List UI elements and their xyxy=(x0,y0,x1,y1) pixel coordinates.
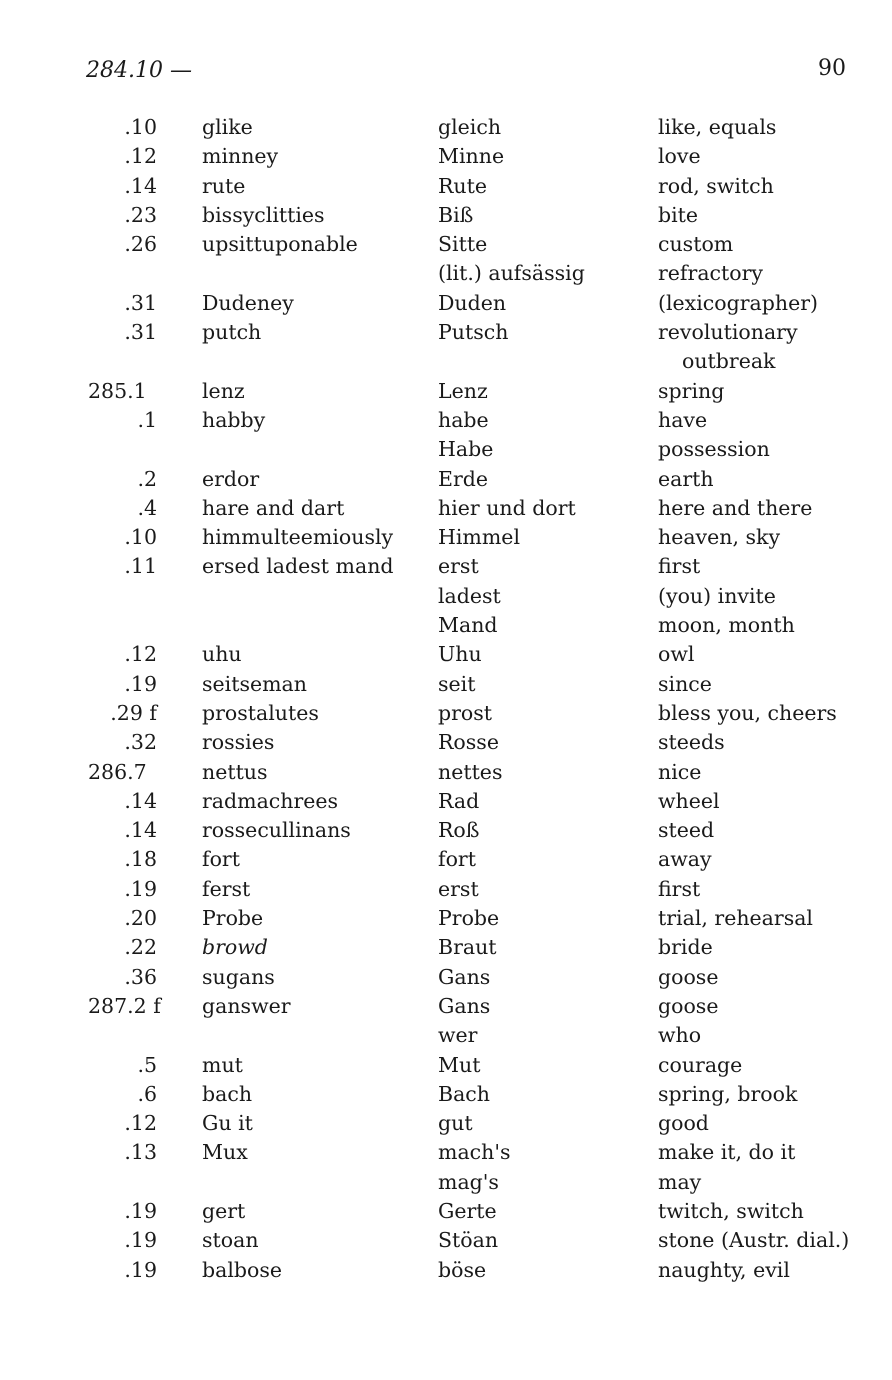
source-word: habby xyxy=(202,407,266,432)
german-word: gut xyxy=(438,1111,473,1136)
english-gloss: (lexicographer) xyxy=(658,290,819,315)
english-gloss: (you) invite xyxy=(658,583,776,608)
glossary-row xyxy=(0,1256,892,1285)
german-word: (lit.) aufsässig xyxy=(438,261,585,286)
german-word: Probe xyxy=(438,906,500,931)
source-word: rossecullinans xyxy=(202,818,351,843)
entry-reference: .4 xyxy=(137,495,157,520)
english-gloss: goose xyxy=(658,964,719,989)
german-word: Roß xyxy=(438,818,480,843)
german-word: Rad xyxy=(438,788,480,813)
glossary-row xyxy=(0,670,892,699)
english-gloss: custom xyxy=(658,232,734,257)
glossary-row xyxy=(0,611,892,640)
german-word: Putsch xyxy=(438,320,509,345)
source-word: Mux xyxy=(202,1140,248,1165)
english-gloss: twitch, switch xyxy=(658,1198,804,1223)
english-gloss: nice xyxy=(658,759,702,784)
german-word: Bach xyxy=(438,1081,490,1106)
entry-reference: .12 xyxy=(124,1111,157,1136)
german-word: gleich xyxy=(438,115,502,139)
english-gloss: rod, switch xyxy=(658,173,774,198)
english-gloss: moon, month xyxy=(658,613,795,638)
entry-reference: .26 xyxy=(124,232,157,257)
english-gloss: make it, do it xyxy=(658,1140,796,1165)
entry-reference: .36 xyxy=(124,964,157,989)
english-gloss: first xyxy=(658,876,701,901)
glossary-row xyxy=(0,699,892,728)
english-gloss: refractory xyxy=(658,261,763,286)
german-word: mach's xyxy=(438,1140,511,1165)
entry-reference: .19 xyxy=(124,671,157,696)
glossary-row xyxy=(0,816,892,845)
glossary-row xyxy=(0,845,892,874)
german-word: erst xyxy=(438,876,479,901)
german-word: Erde xyxy=(438,466,489,491)
glossary-row xyxy=(0,435,892,464)
entry-reference: .14 xyxy=(124,818,157,843)
glossary-row xyxy=(0,1109,892,1138)
source-word: fort xyxy=(202,847,240,872)
german-word: Gans xyxy=(438,964,491,989)
entry-reference: .12 xyxy=(124,144,157,169)
english-gloss: bless you, cheers xyxy=(658,700,837,725)
glossary-row xyxy=(0,113,892,142)
english-gloss: may xyxy=(658,1169,702,1194)
english-gloss: stone (Austr. dial.) xyxy=(658,1228,850,1253)
entry-reference: .13 xyxy=(124,1140,157,1165)
glossary-row xyxy=(0,1021,892,1050)
english-gloss: away xyxy=(658,847,712,872)
english-gloss: bite xyxy=(658,202,699,227)
glossary-row xyxy=(0,640,892,669)
entry-reference: .14 xyxy=(124,788,157,813)
english-gloss: trial, rehearsal xyxy=(658,906,813,931)
german-word: Habe xyxy=(438,437,494,462)
english-gloss: revolutionary xyxy=(658,320,798,345)
glossary-row xyxy=(0,963,892,992)
english-gloss: earth xyxy=(658,466,714,491)
glossary-row xyxy=(0,142,892,171)
source-word: bach xyxy=(202,1081,253,1106)
german-word: Braut xyxy=(438,935,497,960)
english-gloss: who xyxy=(658,1023,702,1048)
entry-reference: .19 xyxy=(124,1228,157,1253)
glossary-row xyxy=(0,377,892,406)
german-word: Rosse xyxy=(438,730,499,755)
english-gloss: goose xyxy=(658,993,719,1018)
german-word: Rute xyxy=(438,173,488,198)
english-gloss: like, equals xyxy=(658,115,777,139)
source-word: Probe xyxy=(202,906,264,931)
glossary-row xyxy=(0,1226,892,1255)
source-word: lenz xyxy=(202,378,245,403)
german-word: Biß xyxy=(438,202,474,227)
glossary-row xyxy=(0,494,892,523)
english-gloss: steeds xyxy=(658,730,725,755)
entry-reference: .10 xyxy=(124,525,157,550)
entry-reference: .6 xyxy=(137,1081,157,1106)
german-word: Uhu xyxy=(438,642,482,667)
german-word: Gans xyxy=(438,993,491,1018)
glossary-row xyxy=(0,230,892,259)
glossary-row xyxy=(0,1080,892,1109)
english-gloss: outbreak xyxy=(682,349,776,374)
german-word: Lenz xyxy=(438,378,488,403)
english-gloss: spring xyxy=(658,378,725,403)
english-gloss: possession xyxy=(658,437,770,462)
entry-reference: .31 xyxy=(124,320,157,345)
entry-reference: 285.1 xyxy=(88,378,147,403)
glossary-row xyxy=(0,758,892,787)
entry-reference: .12 xyxy=(124,642,157,667)
german-word: mag's xyxy=(438,1169,499,1194)
source-word: ganswer xyxy=(202,993,291,1018)
glossary-table xyxy=(0,113,892,1285)
glossary-row xyxy=(0,318,892,347)
german-word: Gerte xyxy=(438,1198,497,1223)
english-gloss: steed xyxy=(658,818,715,843)
german-word: hier und dort xyxy=(438,495,576,520)
source-word: minney xyxy=(202,144,279,169)
source-word: sugans xyxy=(202,964,275,989)
glossary-row xyxy=(0,406,892,435)
source-word: prostalutes xyxy=(202,700,319,725)
english-gloss: here and there xyxy=(658,495,813,520)
glossary-row xyxy=(0,904,892,933)
source-word: seitseman xyxy=(202,671,307,696)
source-word: stoan xyxy=(202,1228,259,1253)
glossary-row xyxy=(0,347,892,376)
english-gloss: first xyxy=(658,554,701,579)
entry-reference: .22 xyxy=(124,935,157,960)
running-header-reference: 284.10 — xyxy=(86,58,192,83)
glossary-row xyxy=(0,933,892,962)
glossary-row xyxy=(0,1168,892,1197)
german-word: nettes xyxy=(438,759,503,784)
german-word: habe xyxy=(438,407,489,432)
english-gloss: wheel xyxy=(658,788,720,813)
german-word: Duden xyxy=(438,290,507,315)
entry-reference: .14 xyxy=(124,173,157,198)
german-word: Stöan xyxy=(438,1228,499,1253)
german-word: wer xyxy=(438,1023,478,1048)
german-word: erst xyxy=(438,554,479,579)
glossary-row xyxy=(0,1197,892,1226)
entry-reference: .20 xyxy=(124,906,157,931)
source-word: nettus xyxy=(202,759,268,784)
glossary-row xyxy=(0,728,892,757)
english-gloss: have xyxy=(658,407,708,432)
entry-reference: .29 f xyxy=(110,700,157,725)
glossary-row xyxy=(0,1051,892,1080)
german-word: Mut xyxy=(438,1052,481,1077)
entry-reference: .19 xyxy=(124,1198,157,1223)
source-word: hare and dart xyxy=(202,495,345,520)
entry-reference: .19 xyxy=(124,876,157,901)
glossary-row xyxy=(0,582,892,611)
english-gloss: courage xyxy=(658,1052,743,1077)
entry-reference: .11 xyxy=(124,554,157,579)
source-word: radmachrees xyxy=(202,788,339,813)
entry-reference: .23 xyxy=(124,202,157,227)
glossary-row xyxy=(0,875,892,904)
entry-reference: .31 xyxy=(124,290,157,315)
glossary-row xyxy=(0,552,892,581)
entry-reference: .18 xyxy=(124,847,157,872)
source-word: Dudeney xyxy=(202,290,294,315)
entry-reference: .5 xyxy=(137,1052,157,1077)
german-word: Sitte xyxy=(438,232,488,257)
source-word: ferst xyxy=(202,876,251,901)
english-gloss: owl xyxy=(658,642,695,667)
german-word: Minne xyxy=(438,144,505,169)
source-word: Gu it xyxy=(202,1111,253,1136)
entry-reference: .1 xyxy=(137,407,157,432)
source-word: rute xyxy=(202,173,246,198)
entry-reference: .32 xyxy=(124,730,157,755)
glossary-row xyxy=(0,465,892,494)
source-word: gert xyxy=(202,1198,246,1223)
glossary-row xyxy=(0,787,892,816)
english-gloss: naughty, evil xyxy=(658,1257,790,1282)
german-word: Mand xyxy=(438,613,498,638)
german-word: böse xyxy=(438,1257,487,1282)
entry-reference: 286.7 xyxy=(88,759,147,784)
glossary-row xyxy=(0,992,892,1021)
source-word: bissyclitties xyxy=(202,202,325,227)
english-gloss: since xyxy=(658,671,712,696)
glossary-row xyxy=(0,1138,892,1167)
entry-reference: 287.2 f xyxy=(88,993,161,1018)
source-word: ersed ladest mand xyxy=(202,554,394,579)
source-word: balbose xyxy=(202,1257,283,1282)
english-gloss: good xyxy=(658,1111,709,1136)
glossary-row xyxy=(0,172,892,201)
entry-reference: .2 xyxy=(137,466,157,491)
source-word: uhu xyxy=(202,642,242,667)
german-word: ladest xyxy=(438,583,501,608)
english-gloss: bride xyxy=(658,935,713,960)
source-word: erdor xyxy=(202,466,260,491)
german-word: Himmel xyxy=(438,525,520,550)
source-word: upsittuponable xyxy=(202,232,358,257)
source-word: rossies xyxy=(202,730,275,755)
source-word: himmulteemiously xyxy=(202,525,394,550)
source-word: browd xyxy=(202,935,268,960)
source-word: putch xyxy=(202,320,262,345)
german-word: fort xyxy=(438,847,476,872)
glossary-row xyxy=(0,289,892,318)
german-word: seit xyxy=(438,671,476,696)
german-word: prost xyxy=(438,700,493,725)
glossary-row xyxy=(0,201,892,230)
source-word: mut xyxy=(202,1052,243,1077)
english-gloss: love xyxy=(658,144,701,169)
glossary-row xyxy=(0,259,892,288)
english-gloss: spring, brook xyxy=(658,1081,798,1106)
glossary-row xyxy=(0,523,892,552)
entry-reference: .10 xyxy=(124,115,157,139)
page-number: 90 xyxy=(818,56,846,81)
source-word: glike xyxy=(202,115,253,139)
entry-reference: .19 xyxy=(124,1257,157,1282)
english-gloss: heaven, sky xyxy=(658,525,781,550)
